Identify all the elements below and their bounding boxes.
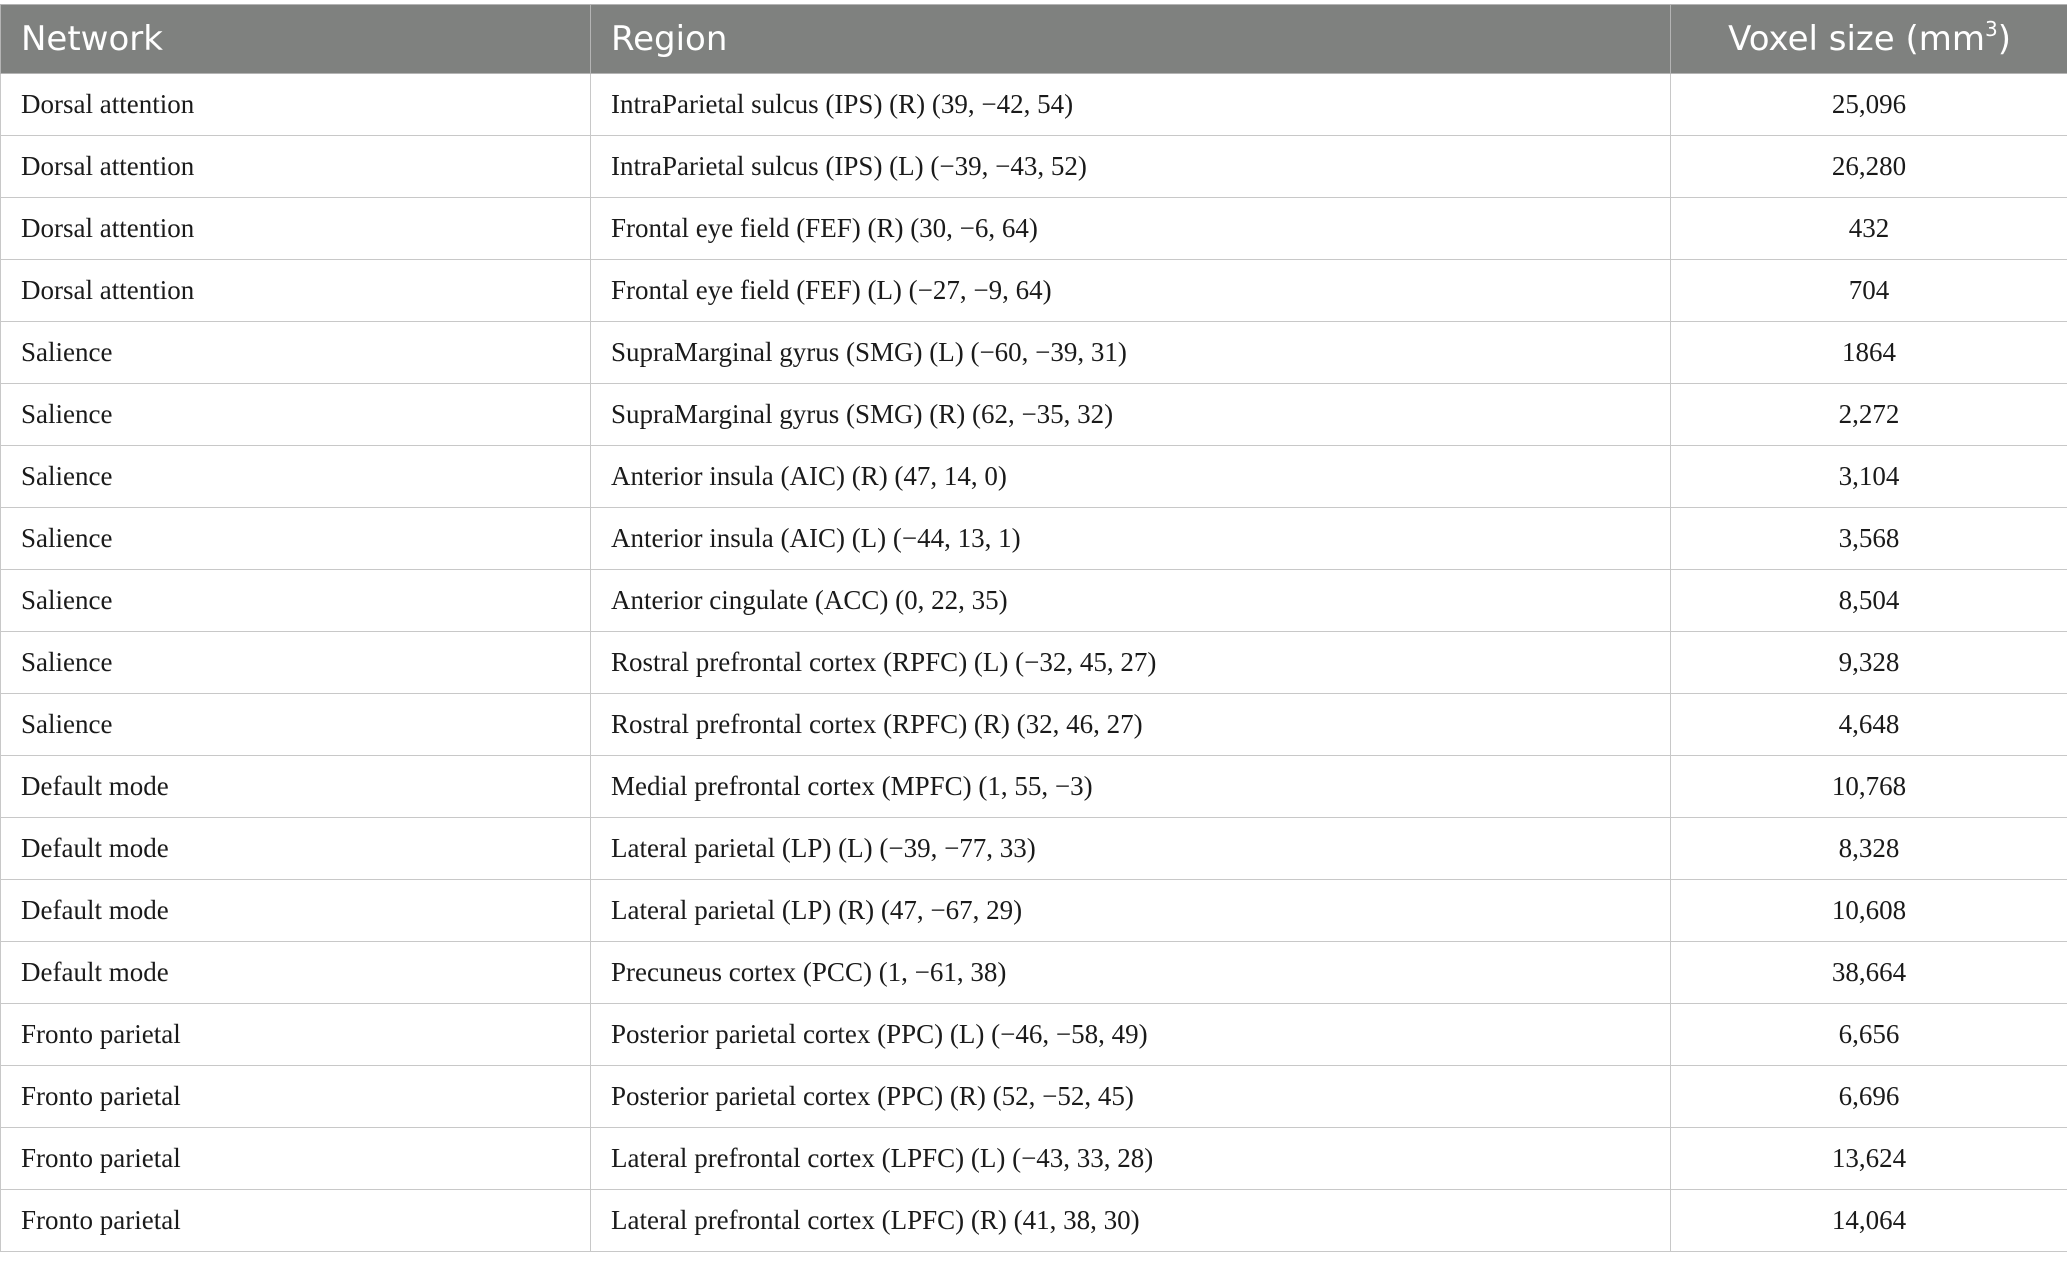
- table-row: [1, 1190, 2067, 1252]
- table-row: [1, 880, 2067, 942]
- cell-voxel-size: 14,064: [1671, 1190, 2067, 1252]
- cell-voxel-size: 10,608: [1671, 880, 2067, 942]
- header-row: [1, 5, 2067, 74]
- cell-network: Default mode: [1, 756, 591, 818]
- brain-network-regions-table: [0, 4, 2067, 1252]
- cell-voxel-size: 3,568: [1671, 508, 2067, 570]
- table-row: [1, 384, 2067, 446]
- cell-voxel-size: 6,656: [1671, 1004, 2067, 1066]
- cell-voxel-size: 13,624: [1671, 1128, 2067, 1190]
- cell-region: Rostral prefrontal cortex (RPFC) (L) (−32, 45, 27): [591, 632, 1671, 694]
- header-region: Region: [591, 5, 1671, 74]
- cell-network: Default mode: [1, 942, 591, 1004]
- table-row: [1, 942, 2067, 1004]
- cell-voxel-size: 704: [1671, 260, 2067, 322]
- cell-region: Precuneus cortex (PCC) (1, −61, 38): [591, 942, 1671, 1004]
- table-row: [1, 818, 2067, 880]
- table-row: [1, 508, 2067, 570]
- cell-region: Rostral prefrontal cortex (RPFC) (R) (32, 46, 27): [591, 694, 1671, 756]
- cell-region: IntraParietal sulcus (IPS) (R) (39, −42, 54): [591, 74, 1671, 136]
- cell-voxel-size: 4,648: [1671, 694, 2067, 756]
- cell-region: SupraMarginal gyrus (SMG) (R) (62, −35, 32): [591, 384, 1671, 446]
- table-row: [1, 694, 2067, 756]
- cell-network: Dorsal attention: [1, 136, 591, 198]
- cell-region: Medial prefrontal cortex (MPFC) (1, 55, −3): [591, 756, 1671, 818]
- cell-network: Salience: [1, 508, 591, 570]
- cell-voxel-size: 6,696: [1671, 1066, 2067, 1128]
- cell-region: Lateral prefrontal cortex (LPFC) (L) (−43, 33, 28): [591, 1128, 1671, 1190]
- table-row: [1, 756, 2067, 818]
- cell-network: Fronto parietal: [1, 1066, 591, 1128]
- cell-region: IntraParietal sulcus (IPS) (L) (−39, −43, 52): [591, 136, 1671, 198]
- table-row: [1, 446, 2067, 508]
- cell-voxel-size: 8,504: [1671, 570, 2067, 632]
- cell-network: Fronto parietal: [1, 1190, 591, 1252]
- table-row: [1, 74, 2067, 136]
- cell-network: Dorsal attention: [1, 260, 591, 322]
- cell-network: Salience: [1, 570, 591, 632]
- table-row: [1, 136, 2067, 198]
- table-header: [1, 5, 2067, 74]
- cell-network: Salience: [1, 446, 591, 508]
- table-body: [1, 74, 2067, 1252]
- cell-network: Default mode: [1, 818, 591, 880]
- cell-region: Lateral parietal (LP) (L) (−39, −77, 33): [591, 818, 1671, 880]
- cell-voxel-size: 2,272: [1671, 384, 2067, 446]
- cell-region: Posterior parietal cortex (PPC) (R) (52, −52, 45): [591, 1066, 1671, 1128]
- table-row: [1, 1128, 2067, 1190]
- cell-region: Posterior parietal cortex (PPC) (L) (−46, −58, 49): [591, 1004, 1671, 1066]
- cell-voxel-size: 10,768: [1671, 756, 2067, 818]
- cell-voxel-size: 3,104: [1671, 446, 2067, 508]
- cell-voxel-size: 8,328: [1671, 818, 2067, 880]
- cell-region: Frontal eye field (FEF) (L) (−27, −9, 64): [591, 260, 1671, 322]
- table-row: [1, 570, 2067, 632]
- cell-region: Lateral parietal (LP) (R) (47, −67, 29): [591, 880, 1671, 942]
- cell-region: Anterior cingulate (ACC) (0, 22, 35): [591, 570, 1671, 632]
- table-row: [1, 632, 2067, 694]
- cell-region: Lateral prefrontal cortex (LPFC) (R) (41, 38, 30): [591, 1190, 1671, 1252]
- header-voxel-size-superscript: 3: [1985, 17, 1998, 41]
- cell-network: Dorsal attention: [1, 74, 591, 136]
- cell-voxel-size: 9,328: [1671, 632, 2067, 694]
- header-voxel-size-text: Voxel size (mm: [1728, 19, 1985, 59]
- cell-voxel-size: 38,664: [1671, 942, 2067, 1004]
- table-row: [1, 1066, 2067, 1128]
- cell-voxel-size: 26,280: [1671, 136, 2067, 198]
- header-voxel-size: [1671, 5, 2067, 74]
- table-row: [1, 260, 2067, 322]
- cell-network: Salience: [1, 694, 591, 756]
- header-network: Network: [1, 5, 591, 74]
- cell-network: Salience: [1, 632, 591, 694]
- cell-voxel-size: 1864: [1671, 322, 2067, 384]
- cell-voxel-size: 432: [1671, 198, 2067, 260]
- header-voxel-size-close: ): [1997, 19, 2011, 59]
- cell-network: Dorsal attention: [1, 198, 591, 260]
- cell-network: Default mode: [1, 880, 591, 942]
- cell-region: Frontal eye field (FEF) (R) (30, −6, 64): [591, 198, 1671, 260]
- table-row: [1, 1004, 2067, 1066]
- cell-network: Salience: [1, 384, 591, 446]
- cell-network: Fronto parietal: [1, 1128, 591, 1190]
- cell-region: Anterior insula (AIC) (R) (47, 14, 0): [591, 446, 1671, 508]
- cell-voxel-size: 25,096: [1671, 74, 2067, 136]
- table-row: [1, 198, 2067, 260]
- cell-region: SupraMarginal gyrus (SMG) (L) (−60, −39, 31): [591, 322, 1671, 384]
- cell-network: Salience: [1, 322, 591, 384]
- table-row: [1, 322, 2067, 384]
- cell-region: Anterior insula (AIC) (L) (−44, 13, 1): [591, 508, 1671, 570]
- cell-network: Fronto parietal: [1, 1004, 591, 1066]
